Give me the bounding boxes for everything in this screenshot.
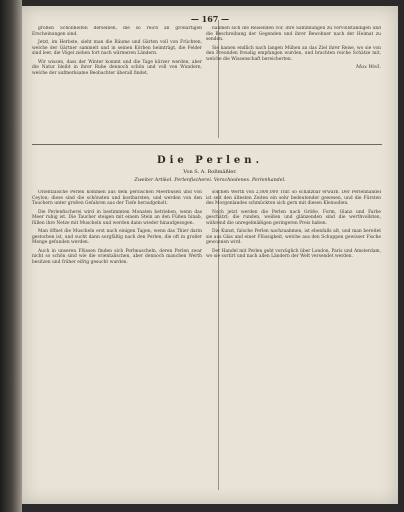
bottom-right-column — [206, 190, 381, 490]
paragraph: Die Perlenfischerei wird in bestimmten Monaten betrieben, wenn das Meer ruhig ist. Die Taucher steigen mit einem Stein an den Füßen hinab, füllen ihre Netze mit Muscheln und werden dann wieder hinaufgezogen. — [32, 209, 202, 226]
top-right-column — [206, 26, 381, 136]
paragraph: Die Kunst, falsche Perlen nachzuahmen, ist ebenfalls alt, und man bereitet sie aus Glas und einer Flüssigkeit, welche aus den Schuppen gewisser Fische gewonnen wird. — [206, 229, 381, 245]
paragraph: Orientalische Perlen kommen aus dem persischen Meerbusen und von Ceylon; diese sind die schönsten und kostbarsten, und werden von den Tauchern unter großen Gefahren aus der Tiefe heraufgeholt. — [32, 190, 202, 206]
book-page — [22, 6, 398, 504]
paragraph: solchen Werth von 2,800,000 Thlr. so schätzbar erwarb. Der Perlenhandel ist seit den ältesten Zeiten ein sehr bedeutender gewesen, und die Fürsten des Morgenlandes schmückten sich gern mit diesen Kleinodien. — [206, 190, 381, 206]
paragraph: Man öffnet die Muscheln erst nach einigen Tagen, wenn das Thier darin gestorben ist, und sucht dann sorgfältig nach den Perlen, die oft in großer Menge gefunden werden. — [32, 229, 202, 245]
paragraph: Jetzt, im Herbste, sieht man die Bäume und Gärten voll von Früchten, welche der Gärtner sammelt und in seinen Körben heimträgt, die Felder sind leer, die Vögel ziehen fort nach wärmeren Ländern. — [32, 40, 202, 56]
paragraph: Wir wissen, dass der Winter kommt und die Tage kürzer werden, aber die Natur bleibt in ihrer Ruhe dennoch schön und voll von Wundern, welche der aufmerksame Beobachter überall findet. — [32, 59, 202, 76]
book-spine — [0, 0, 22, 512]
paragraph: Auch in unseren Flüssen finden sich Perlmuscheln, deren Perlen zwar nicht so schön sind wie die orientalischen, aber dennoch manchen Werth besitzen und früher eifrig gesucht wurden. — [32, 248, 202, 265]
paragraph: Der Handel mit Perlen geht vorzüglich über London, Paris und Amsterdam, wo sie sortirt und nach allen Ländern der Welt versendet werden. — [206, 248, 381, 259]
article-title: Die Perlen. — [156, 155, 264, 166]
top-left-column — [32, 26, 202, 136]
bottom-left-column — [32, 190, 202, 490]
article-subhead: Zweiter Artikel. Perlenfischerei. Verschiedenes. Perlenhandel. — [134, 178, 286, 183]
section-divider — [32, 144, 382, 145]
signature: Max Weil. — [356, 64, 381, 70]
paragraph: Sie kamen endlich nach langen Mühen an das Ziel ihrer Reise, wo sie von den Freunden freudig empfangen wurden, und brachten reiche Schätze mit, welche die Wissenschaft bereicherten. — [206, 45, 381, 62]
paragraph: großen Schönheiten derselben, die so reich an großartigen Erscheinungen sind. — [32, 26, 202, 37]
page-number: — 167 — — [190, 14, 230, 24]
paragraph: Noch jetzt werden die Perlen nach Größe, Form, Glanz und Farbe geschätzt; die runden, weißen und glänzenden sind die werthvollsten, während die unregelmäßigen geringeren Preis haben. — [206, 209, 381, 226]
paragraph: nahmen sich die Reisenden vor, ihre Sammlungen zu vervollständigen und die Beschreibung der Gegenden und ihrer Bewohner nach der Heimat zu senden. — [206, 26, 381, 42]
article-byline: Von S. A. Roßmäßler. — [183, 169, 237, 175]
